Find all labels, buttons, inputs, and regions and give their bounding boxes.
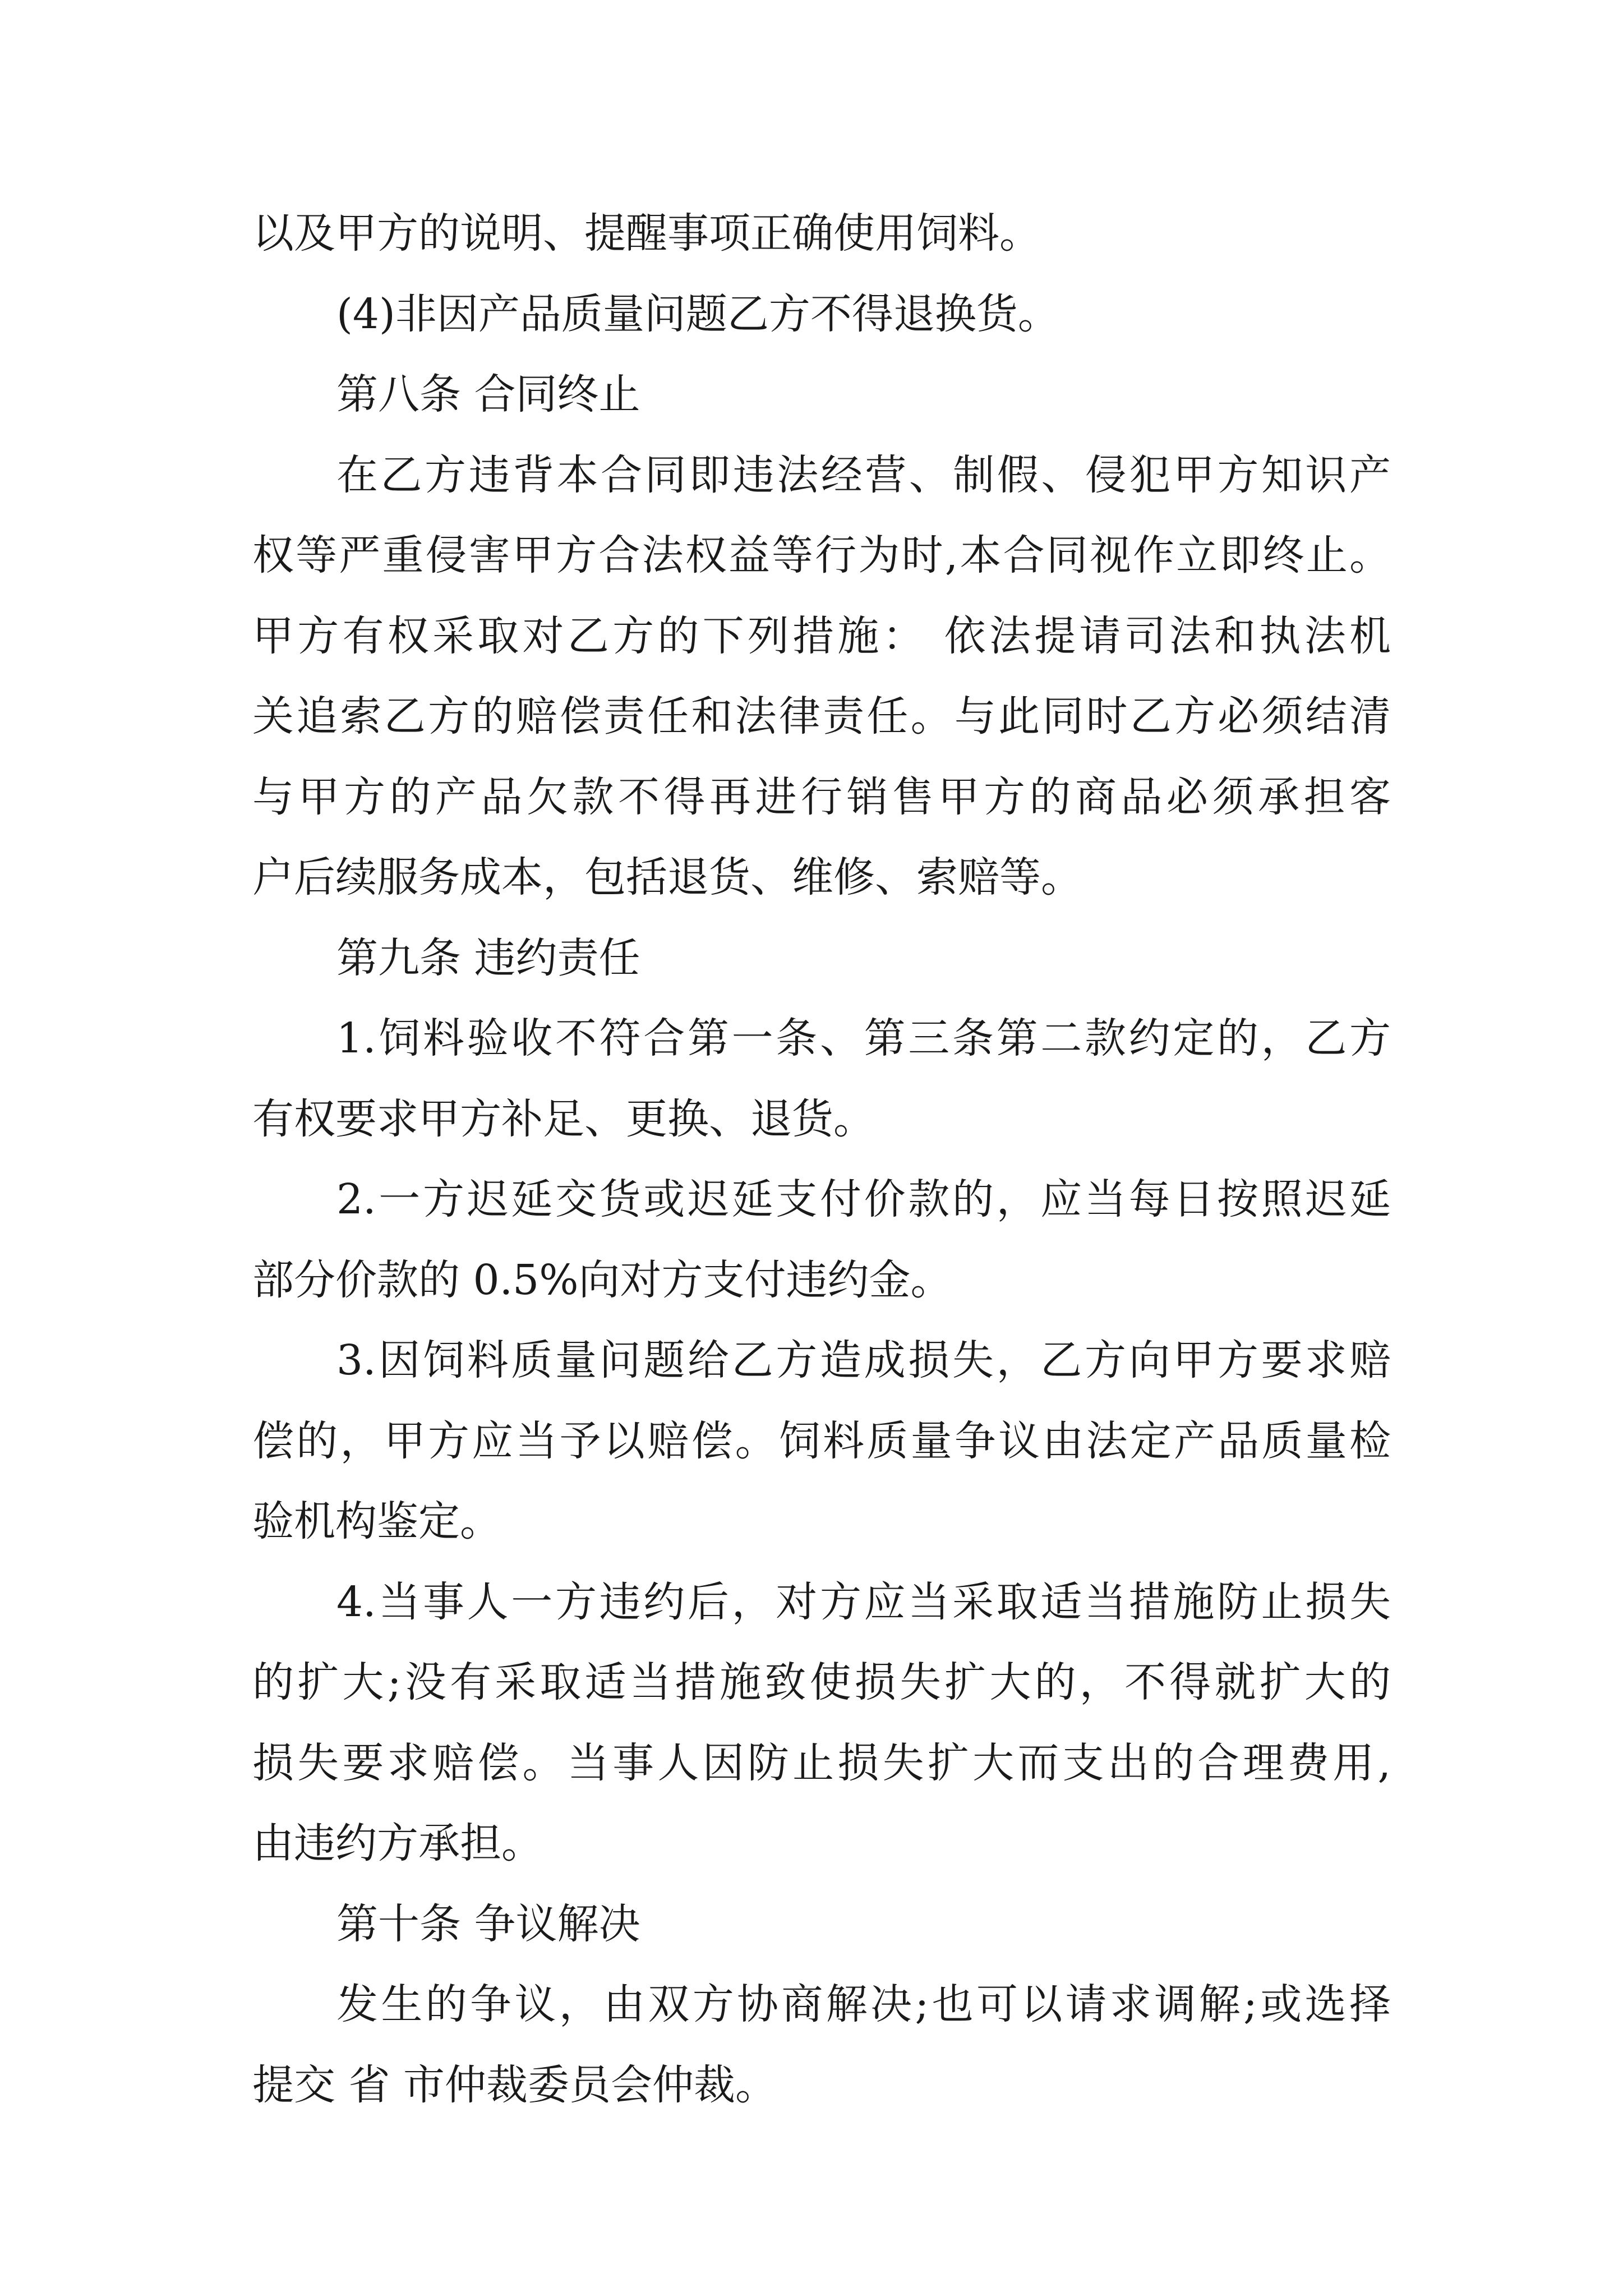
text-line: 有权要求甲方补足、更换、退货。 [252,1094,875,1143]
text-line: 甲方有权采取对乙方的下列措施： 依法提请司法和执法机 [252,611,1391,660]
text-line: 偿的，甲方应当予以赔偿。饲料质量争议由法定产品质量检 [252,1416,1391,1465]
text-line: 的扩大;没有采取适当措施致使损失扩大的，不得就扩大的 [252,1658,1391,1706]
section-heading: 第十条 争议解决 [336,1899,640,1948]
section-heading: 第八条 合同终止 [336,370,640,418]
text-line: 由违约方承担。 [252,1819,543,1867]
text-line: 权等严重侵害甲方合法权益等行为时,本合同视作立即终止。 [252,531,1391,579]
text-line: 验机构鉴定。 [252,1497,501,1545]
section-heading: 第九条 违约责任 [336,933,640,982]
text-line: 部分价款的 0.5%向对方支付违约金。 [252,1255,952,1304]
text-line: 与甲方的产品欠款不得再进行销售甲方的商品必须承担客 [252,772,1391,821]
text-line: 关追索乙方的赔偿责任和法律责任。与此同时乙方必须结清 [252,692,1391,740]
text-line: 2.一方迟延交货或迟延支付价款的，应当每日按照迟延 [336,1175,1391,1223]
text-line: 在乙方违背本合同即违法经营、制假、侵犯甲方知识产 [336,450,1391,499]
text-line: 1.饲料验收不符合第一条、第三条第二款约定的，乙方 [336,1014,1391,1062]
text-line: (4)非因产品质量问题乙方不得退换货。 [336,289,1059,338]
document-body [252,194,1391,2125]
text-line: 以及甲方的说明、提醒事项正确使用饲料。 [252,209,1041,257]
text-line: 损失要求赔偿。当事人因防止损失扩大而支出的合理费用, [252,1738,1391,1787]
text-line: 户后续服务成本，包括退货、维修、索赔等。 [252,853,1082,901]
text-line: 发生的争议，由双方协商解决;也可以请求调解;或选择 [336,1980,1391,2028]
text-line: 提交 省 市仲裁委员会仲裁。 [252,2060,777,2109]
text-line: 4.当事人一方违约后，对方应当采取适当措施防止损失 [336,1577,1391,1626]
text-line: 3.因饲料质量问题给乙方造成损失，乙方向甲方要求赔 [336,1336,1391,1384]
